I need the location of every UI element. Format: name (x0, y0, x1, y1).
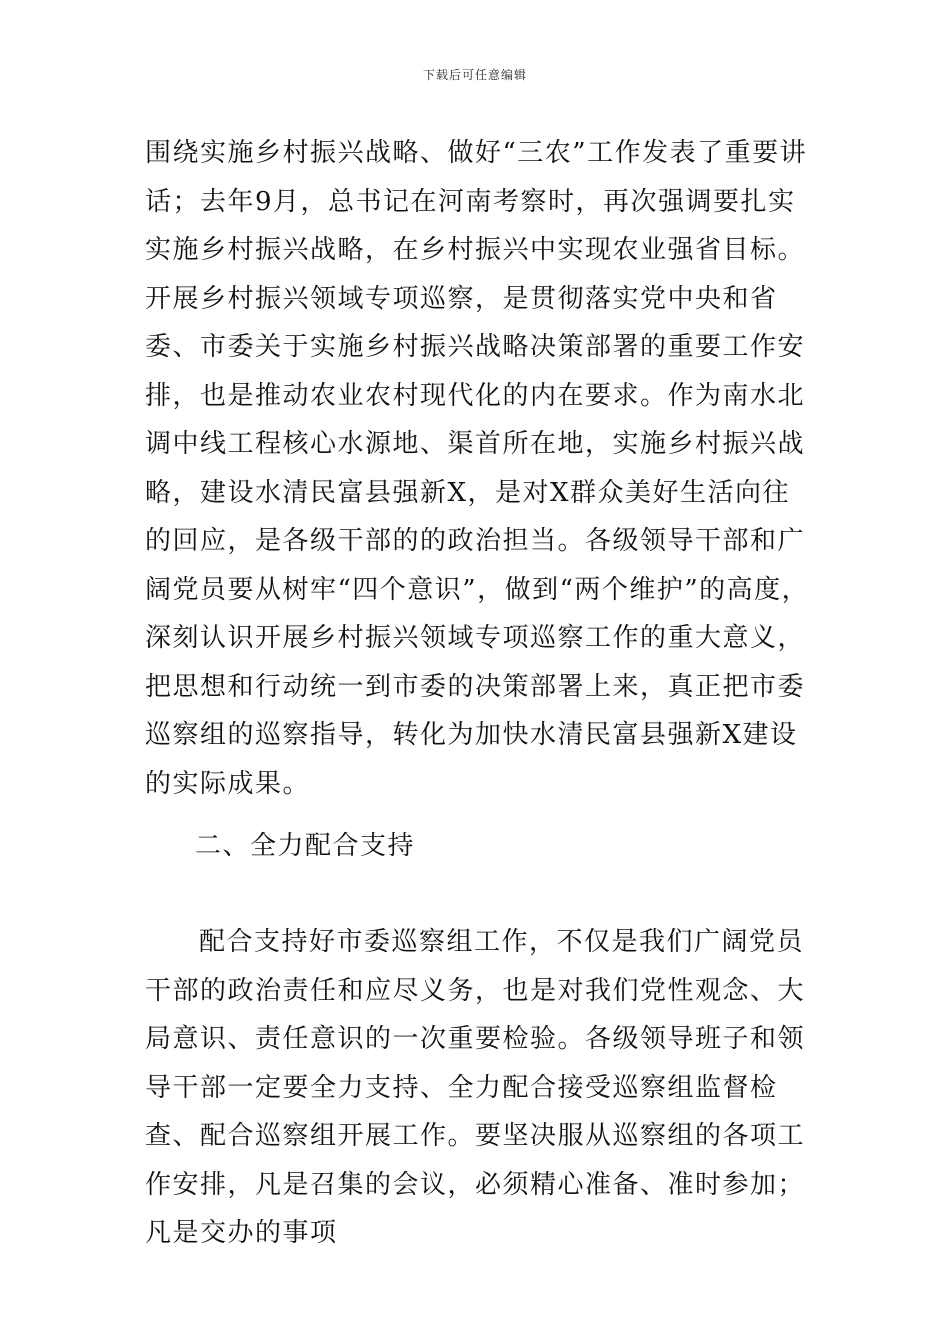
section-heading: 二、全力配合支持 (195, 831, 416, 861)
body-paragraph-2: 配合支持好市委巡察组工作，不仅是我们广阔党员干部的政治责任和应尽义务，也是对我们党性观念、大局意识、责任意识的一次重要检验。各级领导班子和领导干部一定要全力支持、全力配合接受巡察组监督检查、配合巡察组开展工作。要坚决服从巡察组的各项工作安排，凡是召集的会议，必须精心准备、准时参加；凡是交办的事项 (145, 927, 806, 1248)
body-paragraph-1: 围绕实施乡村振兴战略、做好“三农”工作发表了重要讲话；去年9月，总书记在河南考察时，再次强调要扎实实施乡村振兴战略，在乡村振兴中实现农业强省目标。开展乡村振兴领域专项巡察，是贯彻落实党中央和省委、市委关于实施乡村振兴战略决策部署的重要工作安排，也是推动农业农村现代化的内在要求。作为南水北调中线工程核心水源地、渠首所在地，实施乡村振兴战略，建设水清民富县强新X，是对X群众美好生活向往的回应，是各级干部的的政治担当。各级领导干部和广阔党员要从树牢“四个意识”，做到“两个维护”的高度，深刻认识开展乡村振兴领域专项巡察工作的重大意义，把思想和行动统一到市委的决策部署上来，真正把市委巡察组的巡察指导，转化为加快水清民富县强新X建设的实际成果。 (145, 138, 810, 799)
header-note: 下载后可任意编辑 (422, 68, 527, 82)
